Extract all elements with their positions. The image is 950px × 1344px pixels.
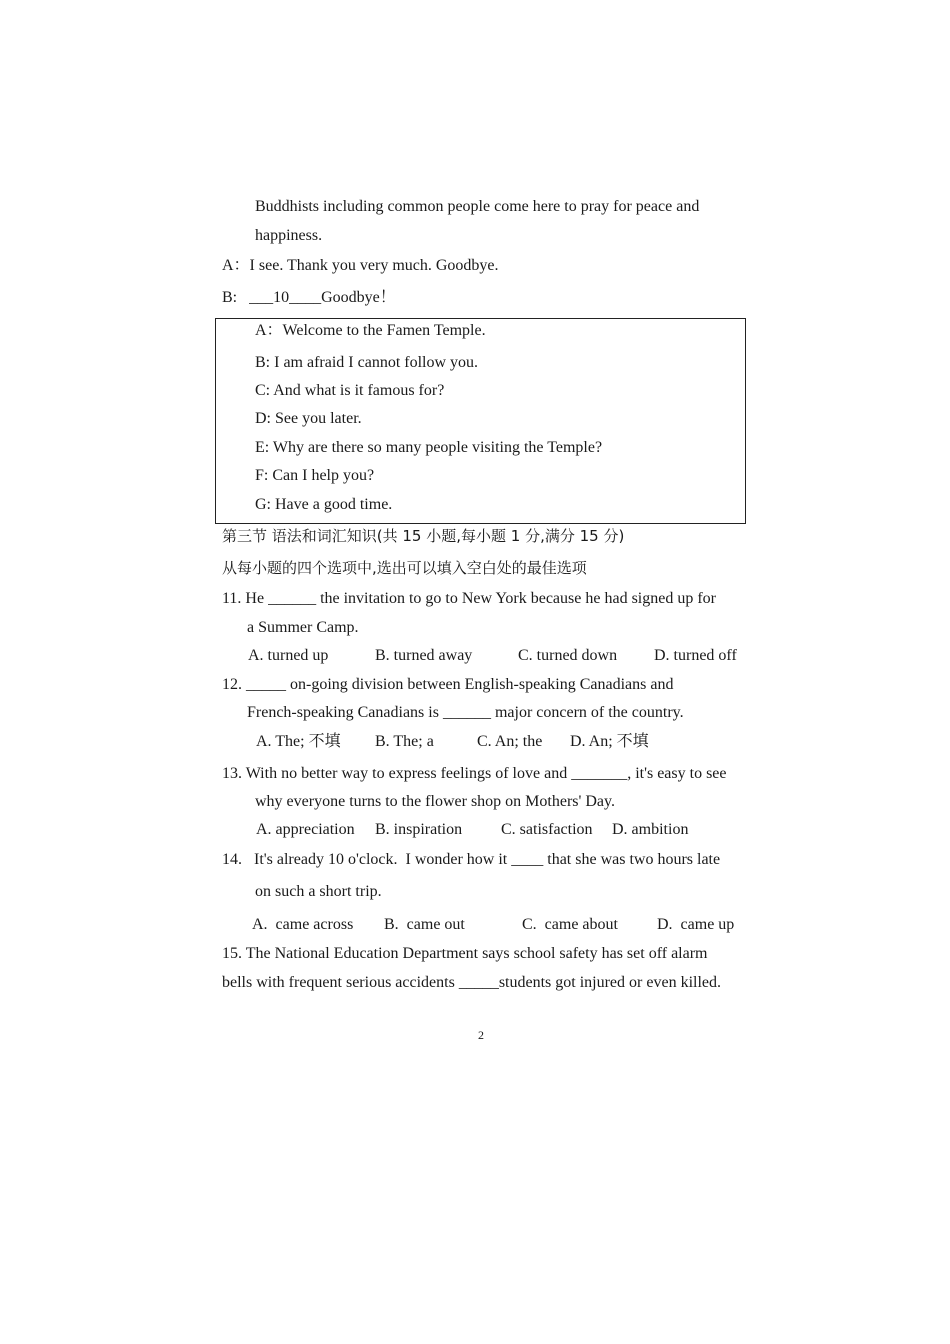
blank-number: 10 — [273, 289, 290, 306]
question-12-stem: 12. _____ on-going division between English-speaking Canadians and — [222, 676, 674, 693]
choice-item: E: Why are there so many people visiting the Temple? — [255, 439, 603, 456]
question-12-option-b: B. The; a — [375, 733, 434, 750]
question-14-option-a: A. came across — [252, 916, 354, 933]
question-14-stem: 14. It's already 10 o'clock. I wonder how it ____ that she was two hours late — [222, 851, 721, 868]
question-13-option-d: D. ambition — [612, 821, 689, 838]
question-12-option-c: C. An; the — [477, 733, 543, 750]
speaker-label: B: — [222, 289, 238, 306]
question-14-stem-cont: on such a short trip. — [255, 883, 382, 900]
passage-line: Buddhists including common people come here to pray for peace and — [255, 198, 700, 215]
page-number: 2 — [478, 1028, 484, 1042]
question-11-option-d: D. turned off — [654, 647, 737, 664]
question-11-option-c: C. turned down — [518, 647, 618, 664]
question-13-option-a: A. appreciation — [256, 821, 355, 838]
question-14-option-c: C. came about — [522, 916, 618, 933]
dialogue-text: Goodbye！ — [321, 289, 396, 306]
section-instruction: 从每小题的四个选项中,选出可以填入空白处的最佳选项 — [222, 559, 587, 577]
question-14-option-d: D. came up — [657, 916, 735, 933]
question-14-option-b: B. came out — [384, 916, 465, 933]
question-11-stem-cont: a Summer Camp. — [247, 619, 359, 636]
question-11-stem: 11. He ______ the invitation to go to New York because he had signed up for — [222, 590, 716, 607]
blank-pre: ___ — [249, 289, 274, 306]
dialogue-line-a: A：I see. Thank you very much. Goodbye. — [222, 257, 499, 274]
question-12-option-a: A. The; 不填 — [256, 733, 341, 750]
choice-item: G: Have a good time. — [255, 496, 393, 513]
question-11-option-b: B. turned away — [375, 647, 473, 664]
question-15-stem: 15. The National Education Department says school safety has set off alarm — [222, 945, 708, 962]
choice-item: F: Can I help you? — [255, 467, 375, 484]
choice-item: B: I am afraid I cannot follow you. — [255, 354, 479, 371]
question-13-stem-cont: why everyone turns to the flower shop on Mothers' Day. — [255, 793, 615, 810]
choice-item: A：Welcome to the Famen Temple. — [255, 322, 486, 339]
question-12-option-d: D. An; 不填 — [570, 733, 649, 750]
question-13-stem: 13. With no better way to express feelings of love and _______, it's easy to see — [222, 765, 727, 782]
choice-item: C: And what is it famous for? — [255, 382, 445, 399]
question-11-option-a: A. turned up — [248, 647, 329, 664]
question-13-option-c: C. satisfaction — [501, 821, 593, 838]
choice-item: D: See you later. — [255, 410, 362, 427]
dialogue-line-b — [222, 288, 396, 308]
passage-line: happiness. — [255, 227, 323, 244]
question-13-option-b: B. inspiration — [375, 821, 463, 838]
blank-post: ____ — [289, 289, 322, 306]
question-15-stem-cont: bells with frequent serious accidents _____students got injured or even killed. — [222, 974, 721, 991]
question-12-stem-cont: French-speaking Canadians is ______ major concern of the country. — [247, 704, 684, 721]
section-title: 第三节 语法和词汇知识(共 15 小题,每小题 1 分,满分 15 分) — [222, 527, 625, 545]
